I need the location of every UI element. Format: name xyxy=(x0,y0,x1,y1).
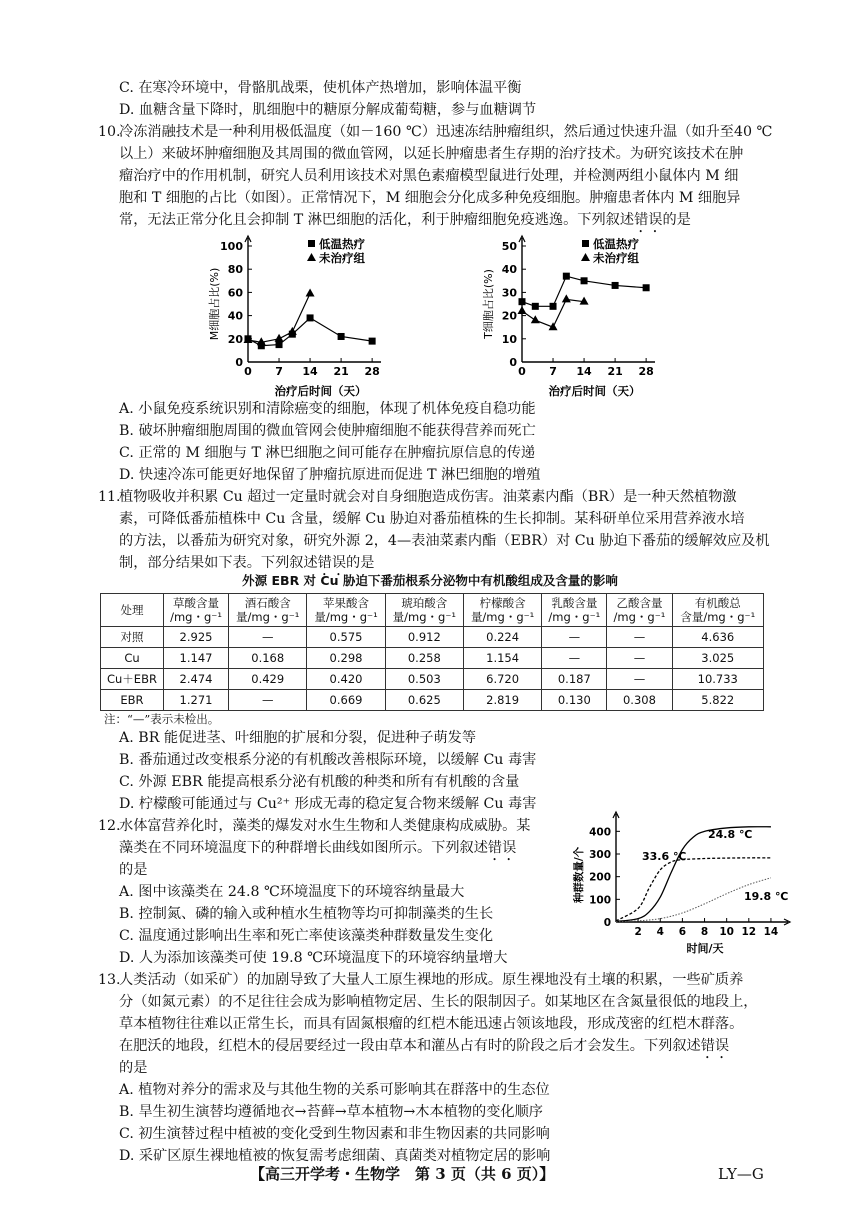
x-tick-label: 10 xyxy=(719,926,734,938)
y-tick-label: 10 xyxy=(501,332,517,346)
table-title: 外源 EBR 对 Cu 胁迫下番茄根系分泌物中有机酸组成及含量的影响 xyxy=(242,573,618,588)
q10-option-a: A. 小鼠免疫系统识别和清除癌变的细胞，体现了机体免疫自稳功能 xyxy=(119,401,536,417)
data-point-triangle xyxy=(531,315,540,323)
y-tick-label: 30 xyxy=(501,286,517,300)
data-point-square xyxy=(519,298,526,305)
table-cell: 0.168 xyxy=(229,648,307,669)
q12-option-a: A. 图中该藻类在 24.8 ℃环境温度下的环境容纳量最大 xyxy=(119,884,465,900)
y-tick-label: 60 xyxy=(227,286,243,300)
option-c-prev: C. 在寒冷环境中，骨骼肌战栗，使机体产热增加，影响体温平衡 xyxy=(119,80,522,96)
q11-option-b: B. 番茄通过改变根系分泌的有机酸改善根际环境，以缓解 Cu 毒害 xyxy=(119,752,537,768)
q11-line-3: 的方法，以番茄为研究对象，研究外源 2，4—表油菜素内酯（EBR）对 Cu 胁迫下番茄的缓解效应及机 xyxy=(119,533,770,549)
header-lactic: 乳酸含量 /mg・g⁻¹ xyxy=(542,594,607,627)
header-total: 有机酸总 含量/mg・g⁻¹ xyxy=(672,594,763,627)
x-axis-label: 治疗后时间（天） xyxy=(274,384,367,398)
table-cell: — xyxy=(229,627,307,648)
data-point-square xyxy=(550,303,557,310)
legend-label: 未治疗组 xyxy=(593,251,639,265)
y-tick-label: 400 xyxy=(589,826,611,839)
page-footer: 【高三开学考・生物学 第 3 页（共 6 页）】 xyxy=(250,1165,555,1183)
header-citric: 柠檬酸含 量/mg・g⁻¹ xyxy=(463,594,541,627)
table-row xyxy=(101,648,764,669)
y-tick-label: 50 xyxy=(501,240,517,253)
legend-marker-square xyxy=(308,240,315,247)
q11-option-d: D. 柠檬酸可能通过与 Cu²⁺ 形成无毒的稳定复合物来缓解 Cu 毒害 xyxy=(119,796,537,812)
data-point-square xyxy=(581,277,588,284)
legend-label: 低温热疗 xyxy=(593,237,639,251)
series-label: 19.8 ℃ xyxy=(744,890,789,903)
table-cell: 3.025 xyxy=(672,648,763,669)
x-tick-label: 28 xyxy=(364,365,380,378)
x-tick-label: 12 xyxy=(741,926,757,938)
table-cell: 0.503 xyxy=(385,669,463,690)
y-tick-label: 0 xyxy=(235,356,243,369)
y-tick-label: 300 xyxy=(589,849,611,861)
table-cell: 1.154 xyxy=(463,648,541,669)
y-tick-label: 40 xyxy=(227,309,243,323)
question-number-13: 13. xyxy=(98,972,121,988)
legend-label: 未治疗组 xyxy=(319,251,365,265)
series-label: 24.8 ℃ xyxy=(708,828,753,841)
q13-emphasis: 错误 xyxy=(700,1038,730,1054)
x-tick-label: 6 xyxy=(678,926,687,938)
table-cell: EBR xyxy=(101,690,164,711)
question-number-10: 10. xyxy=(98,124,121,140)
q10-line-4: 胞和 T 细胞的占比（如图）。正常情况下，M 细胞会分化成多种免疫细胞。肿瘤患者体内 M 细胞异 xyxy=(119,190,741,206)
header-tartaric: 酒石酸含 量/mg・g⁻¹ xyxy=(229,594,307,627)
table-cell: 0.308 xyxy=(607,690,672,711)
x-tick-label: 21 xyxy=(607,365,623,378)
q11-option-a: A. BR 能促进茎、叶细胞的扩展和分裂，促进种子萌发等 xyxy=(119,730,477,746)
table-cell: 0.575 xyxy=(307,627,385,648)
table-header-row xyxy=(101,594,764,627)
q11-stem-post: 的是 xyxy=(346,555,375,571)
y-axis-label: 种群数量/个 xyxy=(573,846,585,904)
table-cell: 2.925 xyxy=(163,627,228,648)
table-cell: Cu xyxy=(101,648,164,669)
data-point-square xyxy=(276,341,283,348)
table-cell: 1.271 xyxy=(163,690,228,711)
q12-stem-pre: 藻类在不同环境温度下的种群增长曲线如图所示。下列叙述 xyxy=(119,840,488,856)
x-tick-label: 7 xyxy=(549,365,557,378)
q10-line-2: 以上）来破坏肿瘤细胞及其周围的微血管网，以延长肿瘤患者生存期的治疗技术。为研究该技术在肿 xyxy=(119,146,744,162)
q10-option-c: C. 正常的 M 细胞与 T 淋巴细胞之间可能存在肿瘤抗原信息的传递 xyxy=(119,445,536,461)
data-point-square xyxy=(338,333,345,340)
t-cell-chart xyxy=(470,232,670,404)
header-treatment: 处理 xyxy=(101,594,164,627)
organic-acid-table xyxy=(100,593,764,711)
q13-line-1: 人类活动（如采矿）的加剧导致了大量人工原生裸地的形成。原生裸地没有土壤的积累，一些矿质养 xyxy=(119,972,744,988)
question-number-12: 12. xyxy=(98,818,121,834)
data-point-square xyxy=(563,273,570,280)
q13-stem-pre: 在肥沃的地段，红桤木的侵居要经过一段由草本和灌丛占有时的阶段之后才会发生。下列叙述 xyxy=(119,1038,701,1054)
y-tick-label: 20 xyxy=(501,309,517,323)
q10-option-d: D. 快速冷冻可能更好地保留了肿瘤抗原进而促进 T 淋巴细胞的增殖 xyxy=(119,467,541,483)
table-cell: 2.474 xyxy=(163,669,228,690)
header-acetic: 乙酸含量 /mg・g⁻¹ xyxy=(607,594,672,627)
y-tick-label: 0 xyxy=(509,356,517,369)
data-point-triangle xyxy=(562,294,571,302)
table-cell: — xyxy=(542,627,607,648)
y-tick-label: 100 xyxy=(589,894,611,907)
table-cell: — xyxy=(607,669,672,690)
table-cell: 4.636 xyxy=(672,627,763,648)
x-tick-label: 8 xyxy=(700,926,709,938)
question-number-11: 11. xyxy=(98,489,121,505)
table-cell: 0.420 xyxy=(307,669,385,690)
y-tick-label: 80 xyxy=(227,263,243,277)
y-tick-label: 100 xyxy=(220,240,243,253)
data-point-square xyxy=(612,282,619,289)
algae-growth-chart xyxy=(568,808,796,960)
table-row xyxy=(101,690,764,711)
q12-option-d: D. 人为添加该藻类可使 19.8 ℃环境温度下的环境容纳量增大 xyxy=(119,950,508,966)
header-malic: 苹果酸含 量/mg・g⁻¹ xyxy=(307,594,385,627)
y-axis-label: T细胞占比(%) xyxy=(482,269,495,339)
q10-line-1: 冷冻消融技术是一种利用极低温度（如－160 ℃）迅速冻结肿瘤组织，然后通过快速升温（如升至40 ℃ xyxy=(119,124,773,140)
x-tick-label: 14 xyxy=(302,365,318,378)
data-point-square xyxy=(369,338,376,345)
table-cell: — xyxy=(229,690,307,711)
q10-option-b: B. 破坏肿瘤细胞周围的微血管网会使肿瘤细胞不能获得营养而死亡 xyxy=(119,423,536,439)
y-axis-label: M细胞占比(%) xyxy=(208,267,221,341)
q12-emphasis: 错误 xyxy=(487,840,517,856)
q11-line-1: 植物吸收并积累 Cu 超过一定量时就会对自身细胞造成伤害。油菜素内酯（BR）是一种天然植物激 xyxy=(119,489,737,505)
q11-emphasis: 错误 xyxy=(317,555,347,571)
series-label: 33.6 ℃ xyxy=(642,850,687,863)
x-tick-label: 4 xyxy=(656,926,664,938)
q13-line-2: 分（如氮元素）的不足往往会成为影响植物定居、生长的限制因子。如某地区在含氮量很低的地段上， xyxy=(119,994,758,1010)
header-oxalic: 草酸含量 /mg・g⁻¹ xyxy=(163,594,228,627)
q12-stem-last xyxy=(119,837,516,864)
x-tick-label: 7 xyxy=(275,365,283,378)
q12-line-1: 水体富营养化时，藻类的爆发对水生生物和人类健康构成威胁。某 xyxy=(119,818,531,834)
q10-emphasis: 错误 xyxy=(634,212,663,228)
table-note: 注：“—”表示未检出。 xyxy=(104,712,220,726)
x-axis-label: 治疗后时间（天） xyxy=(548,384,641,398)
q11-option-c: C. 外源 EBR 能提高根系分泌有机酸的种类和所有有机酸的含量 xyxy=(119,774,520,790)
data-point-triangle xyxy=(306,289,315,297)
x-tick-label: 21 xyxy=(333,365,349,378)
q12-option-c: C. 温度通过影响出生率和死亡率使该藻类种群数量发生变化 xyxy=(119,928,494,944)
q13-option-a: A. 植物对养分的需求及与其他生物的关系可影响其在群落中的生态位 xyxy=(119,1082,550,1098)
table-row xyxy=(101,669,764,690)
q12-stem-cont: 的是 xyxy=(119,862,148,878)
x-tick-label: 0 xyxy=(244,365,252,378)
paper-code: LY—G xyxy=(718,1165,764,1183)
table-cell: 0.224 xyxy=(463,627,541,648)
table-cell: 1.147 xyxy=(163,648,228,669)
x-tick-label: 14 xyxy=(576,365,592,378)
x-tick-label: 2 xyxy=(634,926,642,938)
table-cell: 0.258 xyxy=(385,648,463,669)
table-cell: 6.720 xyxy=(463,669,541,690)
table-cell: 0.187 xyxy=(542,669,607,690)
table-cell: 0.912 xyxy=(385,627,463,648)
data-point-triangle xyxy=(518,306,527,314)
table-cell: 对照 xyxy=(101,627,164,648)
x-axis-label: 时间/天 xyxy=(686,942,724,955)
q11-line-2: 素，可降低番茄植株中 Cu 含量，缓解 Cu 胁迫对番茄植株的生长抑制。某科研单位采用营养液水培 xyxy=(119,511,745,527)
data-point-square xyxy=(643,284,650,291)
table-cell: 0.625 xyxy=(385,690,463,711)
m-cell-chart xyxy=(196,232,396,404)
y-tick-label: 20 xyxy=(227,332,243,346)
table-cell: — xyxy=(607,627,672,648)
q10-stem-post: 的是 xyxy=(662,212,691,228)
x-tick-label: 14 xyxy=(763,926,779,938)
q11-stem-pre: 制，部分结果如下表。下列叙述 xyxy=(119,555,318,571)
table-row xyxy=(101,627,764,648)
x-tick-label: 0 xyxy=(518,365,526,378)
y-tick-label: 200 xyxy=(589,871,611,884)
q13-option-c: C. 初生演替过程中植被的变化受到生物因素和非生物因素的共同影响 xyxy=(119,1126,550,1142)
table-cell: 5.822 xyxy=(672,690,763,711)
q10-line-3: 瘤治疗中的作用机制，研究人员利用该技术对黑色素瘤模型鼠进行处理，并检测两组小鼠体内 M 细 xyxy=(119,168,739,184)
legend-marker-triangle xyxy=(307,253,316,261)
q10-stem-pre: 常，无法正常分化且会抑制 T 淋巴细胞的活化，利于肿瘤细胞免疫逃逸。下列叙述 xyxy=(119,212,635,228)
table-cell: Cu＋EBR xyxy=(101,669,164,690)
legend-marker-triangle xyxy=(581,253,590,261)
table-cell: 2.819 xyxy=(463,690,541,711)
y-tick-label: 0 xyxy=(603,917,611,929)
table-cell: 0.130 xyxy=(542,690,607,711)
data-point-square xyxy=(532,303,539,310)
data-point-square xyxy=(307,314,314,321)
table-cell: 0.298 xyxy=(307,648,385,669)
option-d-prev: D. 血糖含量下降时，肌细胞中的糖原分解成葡萄糖，参与血糖调节 xyxy=(119,102,537,118)
table-cell: — xyxy=(607,648,672,669)
table-cell: 0.429 xyxy=(229,669,307,690)
header-succinic: 琥珀酸含 量/mg・g⁻¹ xyxy=(385,594,463,627)
table-cell: — xyxy=(542,648,607,669)
table-cell: 10.733 xyxy=(672,669,763,690)
q13-stem-last xyxy=(119,1035,729,1062)
y-tick-label: 40 xyxy=(501,263,517,277)
table-cell: 0.669 xyxy=(307,690,385,711)
q13-option-d: D. 采矿区原生裸地植被的恢复需考虑细菌、真菌类对植物定居的影响 xyxy=(119,1148,551,1164)
x-tick-label: 28 xyxy=(638,365,654,378)
q13-stem-cont: 的是 xyxy=(119,1060,148,1076)
legend-label: 低温热疗 xyxy=(319,237,365,251)
legend-marker-square xyxy=(582,240,589,247)
q12-option-b: B. 控制氮、磷的输入或种植水生植物等均可抑制藻类的生长 xyxy=(119,906,494,922)
q13-option-b: B. 旱生初生演替均遵循地衣→苔藓→草本植物→木本植物的变化顺序 xyxy=(119,1104,543,1120)
q13-line-3: 草本植物往往难以正常生长，而具有固氮根瘤的红桤木能迅速占领该地段，形成茂密的红桤木群落。 xyxy=(119,1016,744,1032)
